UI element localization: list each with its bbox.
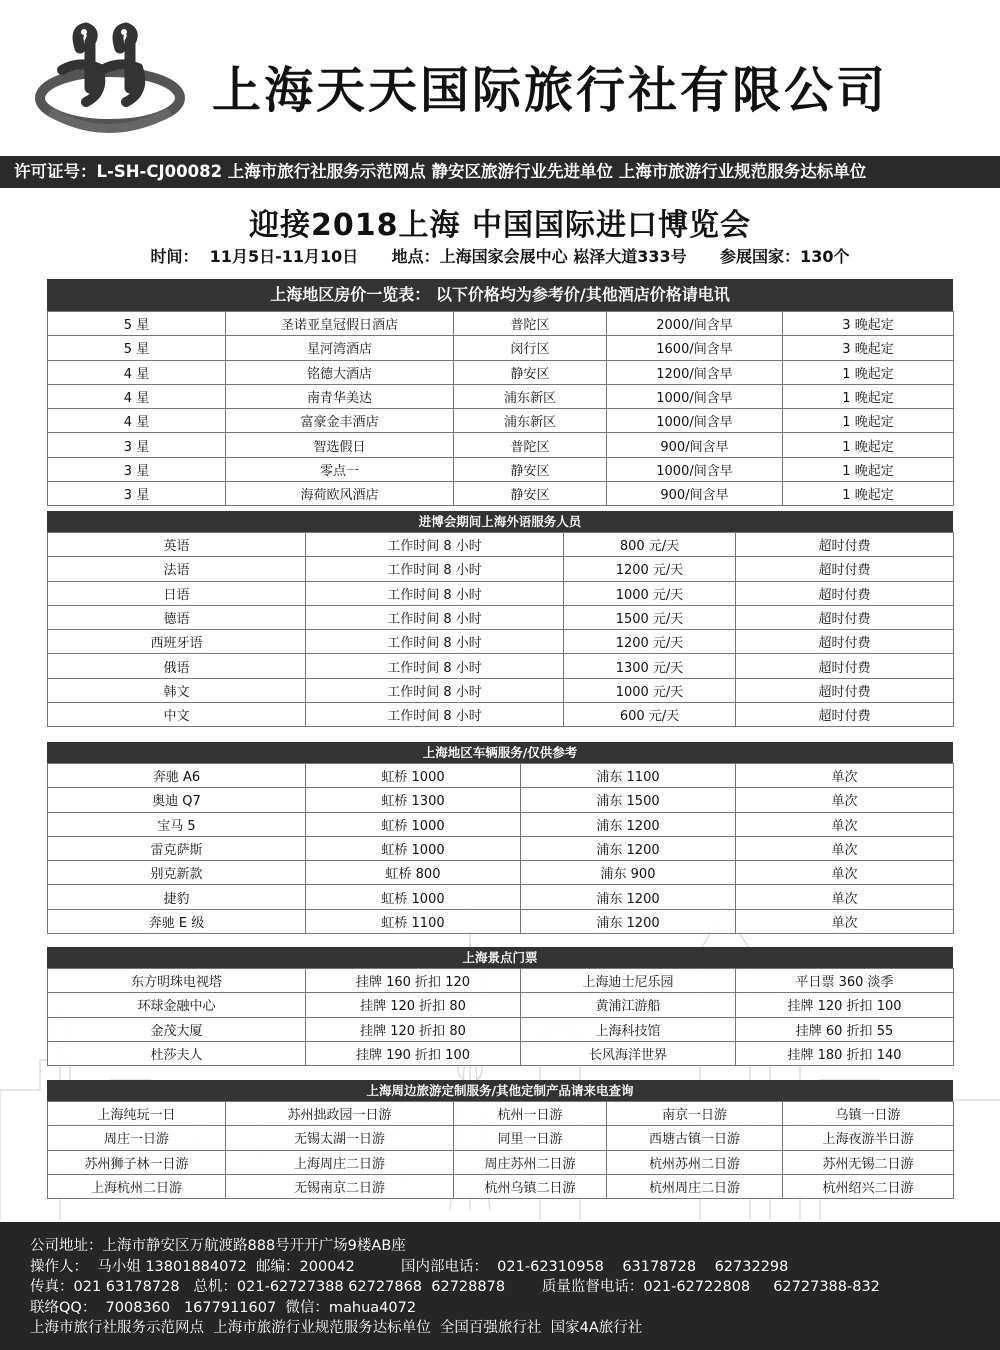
vehicle-table bbox=[47, 763, 954, 934]
table-cell: 东方明珠电视塔 bbox=[48, 969, 306, 993]
table-cell: 4 星 bbox=[48, 360, 226, 384]
table-cell: 法语 bbox=[48, 557, 306, 581]
ticket-section-title: 上海景点门票 bbox=[47, 947, 953, 968]
company-name: 上海天天国际旅行社有限公司 bbox=[212, 62, 889, 119]
table-cell: 挂牌 120 折扣 80 bbox=[306, 993, 521, 1017]
ticket-table bbox=[47, 968, 954, 1066]
table-cell: 圣诺亚皇冠假日酒店 bbox=[226, 312, 454, 336]
table-cell: 黄浦江游船 bbox=[521, 993, 736, 1017]
tour-section bbox=[47, 1080, 953, 1199]
tour-section-title: 上海周边旅游定制服务/其他定制产品请来电查询 bbox=[47, 1080, 953, 1101]
table-cell: 金茂大厦 bbox=[48, 1017, 306, 1041]
footer-address: 公司地址：上海市静安区万航渡路888号开开广场9楼AB座 bbox=[30, 1238, 406, 1254]
table-cell: 2000/间含早 bbox=[607, 312, 783, 336]
interpreter-row bbox=[48, 678, 954, 702]
table-cell: 虹桥 1100 bbox=[306, 909, 521, 933]
table-cell: 浦东 1200 bbox=[521, 909, 736, 933]
vehicle-row bbox=[48, 764, 954, 788]
table-cell: 海荷欧风酒店 bbox=[226, 482, 454, 506]
table-cell: 超时付费 bbox=[736, 630, 954, 654]
hotel-row bbox=[48, 433, 954, 457]
table-cell: 1000 元/天 bbox=[564, 678, 736, 702]
ticket-section bbox=[47, 947, 953, 1066]
table-cell: 平日票 360 淡季 bbox=[736, 969, 954, 993]
hotel-row bbox=[48, 384, 954, 408]
hotel-row bbox=[48, 336, 954, 360]
table-cell: 900/间含早 bbox=[607, 482, 783, 506]
table-cell: 苏州无锡二日游 bbox=[783, 1150, 954, 1174]
table-cell: 1200 元/天 bbox=[564, 630, 736, 654]
table-cell: 同里一日游 bbox=[454, 1126, 607, 1150]
table-cell: 单次 bbox=[736, 909, 954, 933]
table-cell: 普陀区 bbox=[454, 433, 607, 457]
table-cell: 智选假日 bbox=[226, 433, 454, 457]
table-cell: 工作时间 8 小时 bbox=[306, 605, 564, 629]
table-cell: 杭州苏州二日游 bbox=[607, 1150, 783, 1174]
table-cell: 1300 元/天 bbox=[564, 654, 736, 678]
interpreter-row bbox=[48, 605, 954, 629]
table-cell: 虹桥 1000 bbox=[306, 812, 521, 836]
table-cell: 周庄一日游 bbox=[48, 1126, 226, 1150]
table-cell: 工作时间 8 小时 bbox=[306, 533, 564, 557]
hotel-row bbox=[48, 482, 954, 506]
table-cell: 杭州一日游 bbox=[454, 1102, 607, 1126]
table-cell: 1 晚起定 bbox=[783, 384, 954, 408]
interpreter-row bbox=[48, 630, 954, 654]
vehicle-row bbox=[48, 812, 954, 836]
ticket-row bbox=[48, 1041, 954, 1065]
vehicle-row bbox=[48, 885, 954, 909]
table-cell: 1200/间含早 bbox=[607, 360, 783, 384]
table-cell: 上海周庄二日游 bbox=[226, 1150, 454, 1174]
table-cell: 西班牙语 bbox=[48, 630, 306, 654]
table-cell: 挂牌 160 折扣 120 bbox=[306, 969, 521, 993]
table-cell: 挂牌 60 折扣 55 bbox=[736, 1017, 954, 1041]
table-cell: 南青华美达 bbox=[226, 384, 454, 408]
table-cell: 上海纯玩一日 bbox=[48, 1102, 226, 1126]
table-cell: 1000/间含早 bbox=[607, 457, 783, 481]
table-cell: 无锡南京二日游 bbox=[226, 1174, 454, 1198]
table-cell: 600 元/天 bbox=[564, 703, 736, 727]
event-info: 时间： 11月5日-11月10日 地点：上海国家会展中心 崧泽大道333号 参展国家：130个 bbox=[150, 247, 850, 266]
table-cell: 工作时间 8 小时 bbox=[306, 678, 564, 702]
table-cell: 800 元/天 bbox=[564, 533, 736, 557]
table-cell: 浦东 1100 bbox=[521, 764, 736, 788]
hotel-table bbox=[47, 311, 954, 506]
table-cell: 工作时间 8 小时 bbox=[306, 581, 564, 605]
table-cell: 超时付费 bbox=[736, 678, 954, 702]
vehicle-section-title: 上海地区车辆服务/仅供参考 bbox=[47, 742, 953, 763]
table-cell: 单次 bbox=[736, 885, 954, 909]
table-cell: 3 星 bbox=[48, 482, 226, 506]
tour-table bbox=[47, 1101, 954, 1199]
table-cell: 虹桥 1000 bbox=[306, 836, 521, 860]
footer-contact bbox=[0, 1222, 1000, 1350]
table-cell: 杜莎夫人 bbox=[48, 1041, 306, 1065]
vehicle-row bbox=[48, 861, 954, 885]
interpreter-row bbox=[48, 557, 954, 581]
table-cell: 工作时间 8 小时 bbox=[306, 630, 564, 654]
table-cell: 浦东 900 bbox=[521, 861, 736, 885]
table-cell: 长风海洋世界 bbox=[521, 1041, 736, 1065]
ticket-row bbox=[48, 969, 954, 993]
footer-fax: 传真：021 63178728 总机：021-62727388 62727868 62728878 质量监督电话：021-62722808 62727388-832 bbox=[30, 1279, 880, 1296]
hotel-row bbox=[48, 457, 954, 481]
table-cell: 杭州乌镇二日游 bbox=[454, 1174, 607, 1198]
table-cell: 静安区 bbox=[454, 457, 607, 481]
table-cell: 上海科技馆 bbox=[521, 1017, 736, 1041]
table-cell: 上海杭州二日游 bbox=[48, 1174, 226, 1198]
tour-row bbox=[48, 1174, 954, 1198]
table-cell: 5 星 bbox=[48, 336, 226, 360]
table-cell: 英语 bbox=[48, 533, 306, 557]
table-cell: 周庄苏州二日游 bbox=[454, 1150, 607, 1174]
table-cell: 捷豹 bbox=[48, 885, 306, 909]
table-cell: 超时付费 bbox=[736, 654, 954, 678]
table-cell: 宝马 5 bbox=[48, 812, 306, 836]
table-cell: 挂牌 190 折扣 100 bbox=[306, 1041, 521, 1065]
interpreter-row bbox=[48, 654, 954, 678]
interpreter-row bbox=[48, 581, 954, 605]
table-cell: 1000 元/天 bbox=[564, 581, 736, 605]
vehicle-section bbox=[47, 742, 953, 934]
table-cell: 浦东 1200 bbox=[521, 836, 736, 860]
table-cell: 4 星 bbox=[48, 409, 226, 433]
table-cell: 虹桥 1000 bbox=[306, 885, 521, 909]
table-cell: 闵行区 bbox=[454, 336, 607, 360]
interpreter-table bbox=[47, 532, 954, 727]
table-cell: 超时付费 bbox=[736, 533, 954, 557]
table-cell: 富豪金丰酒店 bbox=[226, 409, 454, 433]
table-cell: 无锡太湖一日游 bbox=[226, 1126, 454, 1150]
table-cell: 1 晚起定 bbox=[783, 482, 954, 506]
table-cell: 挂牌 180 折扣 140 bbox=[736, 1041, 954, 1065]
table-cell: 虹桥 1000 bbox=[306, 764, 521, 788]
vehicle-row bbox=[48, 788, 954, 812]
table-cell: 零点一 bbox=[226, 457, 454, 481]
table-cell: 1200 元/天 bbox=[564, 557, 736, 581]
interpreter-section-title: 进博会期间上海外语服务人员 bbox=[47, 511, 953, 532]
table-cell: 工作时间 8 小时 bbox=[306, 557, 564, 581]
table-cell: 浦东 1500 bbox=[521, 788, 736, 812]
ticket-row bbox=[48, 993, 954, 1017]
table-cell: 浦东 1200 bbox=[521, 812, 736, 836]
table-cell: 乌镇一日游 bbox=[783, 1102, 954, 1126]
table-cell: 普陀区 bbox=[454, 312, 607, 336]
table-cell: 上海夜游半日游 bbox=[783, 1126, 954, 1150]
table-cell: 3 晚起定 bbox=[783, 312, 954, 336]
table-cell: 5 星 bbox=[48, 312, 226, 336]
table-cell: 1500 元/天 bbox=[564, 605, 736, 629]
table-cell: 4 星 bbox=[48, 384, 226, 408]
table-cell: 1 晚起定 bbox=[783, 457, 954, 481]
table-cell: 静安区 bbox=[454, 360, 607, 384]
hotel-section-title: 上海地区房价一览表： 以下价格均为参考价/其他酒店价格请电讯 bbox=[47, 279, 953, 311]
table-cell: 单次 bbox=[736, 764, 954, 788]
table-cell: 奔驰 A6 bbox=[48, 764, 306, 788]
footer-honors: 上海市旅行社服务示范网点 上海市旅游行业规范服务达标单位 全国百强旅行社 国家4A旅行社 bbox=[30, 1320, 643, 1337]
table-cell: 单次 bbox=[736, 836, 954, 860]
hotel-price-section bbox=[47, 279, 953, 506]
table-cell: 苏州拙政园一日游 bbox=[226, 1102, 454, 1126]
table-cell: 超时付费 bbox=[736, 703, 954, 727]
table-cell: 南京一日游 bbox=[607, 1102, 783, 1126]
table-cell: 静安区 bbox=[454, 482, 607, 506]
table-cell: 3 星 bbox=[48, 457, 226, 481]
table-cell: 奔驰 E 级 bbox=[48, 909, 306, 933]
table-cell: 铭德大酒店 bbox=[226, 360, 454, 384]
table-cell: 1000/间含早 bbox=[607, 384, 783, 408]
table-cell: 超时付费 bbox=[736, 605, 954, 629]
table-cell: 浦东新区 bbox=[454, 384, 607, 408]
table-cell: 超时付费 bbox=[736, 557, 954, 581]
table-cell: 雷克萨斯 bbox=[48, 836, 306, 860]
table-cell: 日语 bbox=[48, 581, 306, 605]
table-cell: 挂牌 120 折扣 100 bbox=[736, 993, 954, 1017]
table-cell: 900/间含早 bbox=[607, 433, 783, 457]
table-cell: 浦东 1200 bbox=[521, 885, 736, 909]
footer-operator: 操作人： 马小姐 13801884072 邮编：200042 国内部电话： 021-62310958 63178728 62732298 bbox=[30, 1258, 789, 1275]
table-cell: 工作时间 8 小时 bbox=[306, 654, 564, 678]
hotel-row bbox=[48, 360, 954, 384]
table-cell: 挂牌 120 折扣 80 bbox=[306, 1017, 521, 1041]
table-cell: 虹桥 1300 bbox=[306, 788, 521, 812]
table-cell: 环球金融中心 bbox=[48, 993, 306, 1017]
interpreter-row bbox=[48, 533, 954, 557]
header bbox=[0, 0, 1000, 155]
table-cell: 1 晚起定 bbox=[783, 409, 954, 433]
table-cell: 3 晚起定 bbox=[783, 336, 954, 360]
table-cell: 1000/间含早 bbox=[607, 409, 783, 433]
table-cell: 虹桥 800 bbox=[306, 861, 521, 885]
vehicle-row bbox=[48, 909, 954, 933]
table-cell: 工作时间 8 小时 bbox=[306, 703, 564, 727]
hotel-row bbox=[48, 312, 954, 336]
tour-row bbox=[48, 1102, 954, 1126]
table-cell: 韩文 bbox=[48, 678, 306, 702]
table-cell: 奥迪 Q7 bbox=[48, 788, 306, 812]
hotel-row bbox=[48, 409, 954, 433]
table-cell: 杭州绍兴二日游 bbox=[783, 1174, 954, 1198]
table-cell: 3 星 bbox=[48, 433, 226, 457]
table-cell: 浦东新区 bbox=[454, 409, 607, 433]
table-cell: 上海迪士尼乐园 bbox=[521, 969, 736, 993]
table-cell: 德语 bbox=[48, 605, 306, 629]
interpreter-section bbox=[47, 511, 953, 727]
table-cell: 单次 bbox=[736, 788, 954, 812]
tour-row bbox=[48, 1126, 954, 1150]
company-logo-icon bbox=[28, 20, 188, 138]
table-cell: 西塘古镇一日游 bbox=[607, 1126, 783, 1150]
table-cell: 超时付费 bbox=[736, 581, 954, 605]
table-cell: 中文 bbox=[48, 703, 306, 727]
interpreter-row bbox=[48, 703, 954, 727]
table-cell: 1 晚起定 bbox=[783, 360, 954, 384]
table-cell: 杭州周庄二日游 bbox=[607, 1174, 783, 1198]
table-cell: 单次 bbox=[736, 861, 954, 885]
table-cell: 别克新款 bbox=[48, 861, 306, 885]
table-cell: 1 晚起定 bbox=[783, 433, 954, 457]
event-title: 迎接2018上海 中国国际进口博览会 bbox=[249, 208, 751, 243]
table-cell: 星河湾酒店 bbox=[226, 336, 454, 360]
vehicle-row bbox=[48, 836, 954, 860]
ticket-row bbox=[48, 1017, 954, 1041]
footer-qq: 联络QQ： 7008360 1677911607 微信：mahua4072 bbox=[30, 1299, 417, 1316]
license-bar: 许可证号：L-SH-CJ00082 上海市旅行社服务示范网点 静安区旅游行业先进单位 上海市旅游行业规范服务达标单位 bbox=[0, 156, 1000, 188]
tour-row bbox=[48, 1150, 954, 1174]
table-cell: 1600/间含早 bbox=[607, 336, 783, 360]
table-cell: 俄语 bbox=[48, 654, 306, 678]
table-cell: 苏州狮子林一日游 bbox=[48, 1150, 226, 1174]
table-cell: 单次 bbox=[736, 812, 954, 836]
